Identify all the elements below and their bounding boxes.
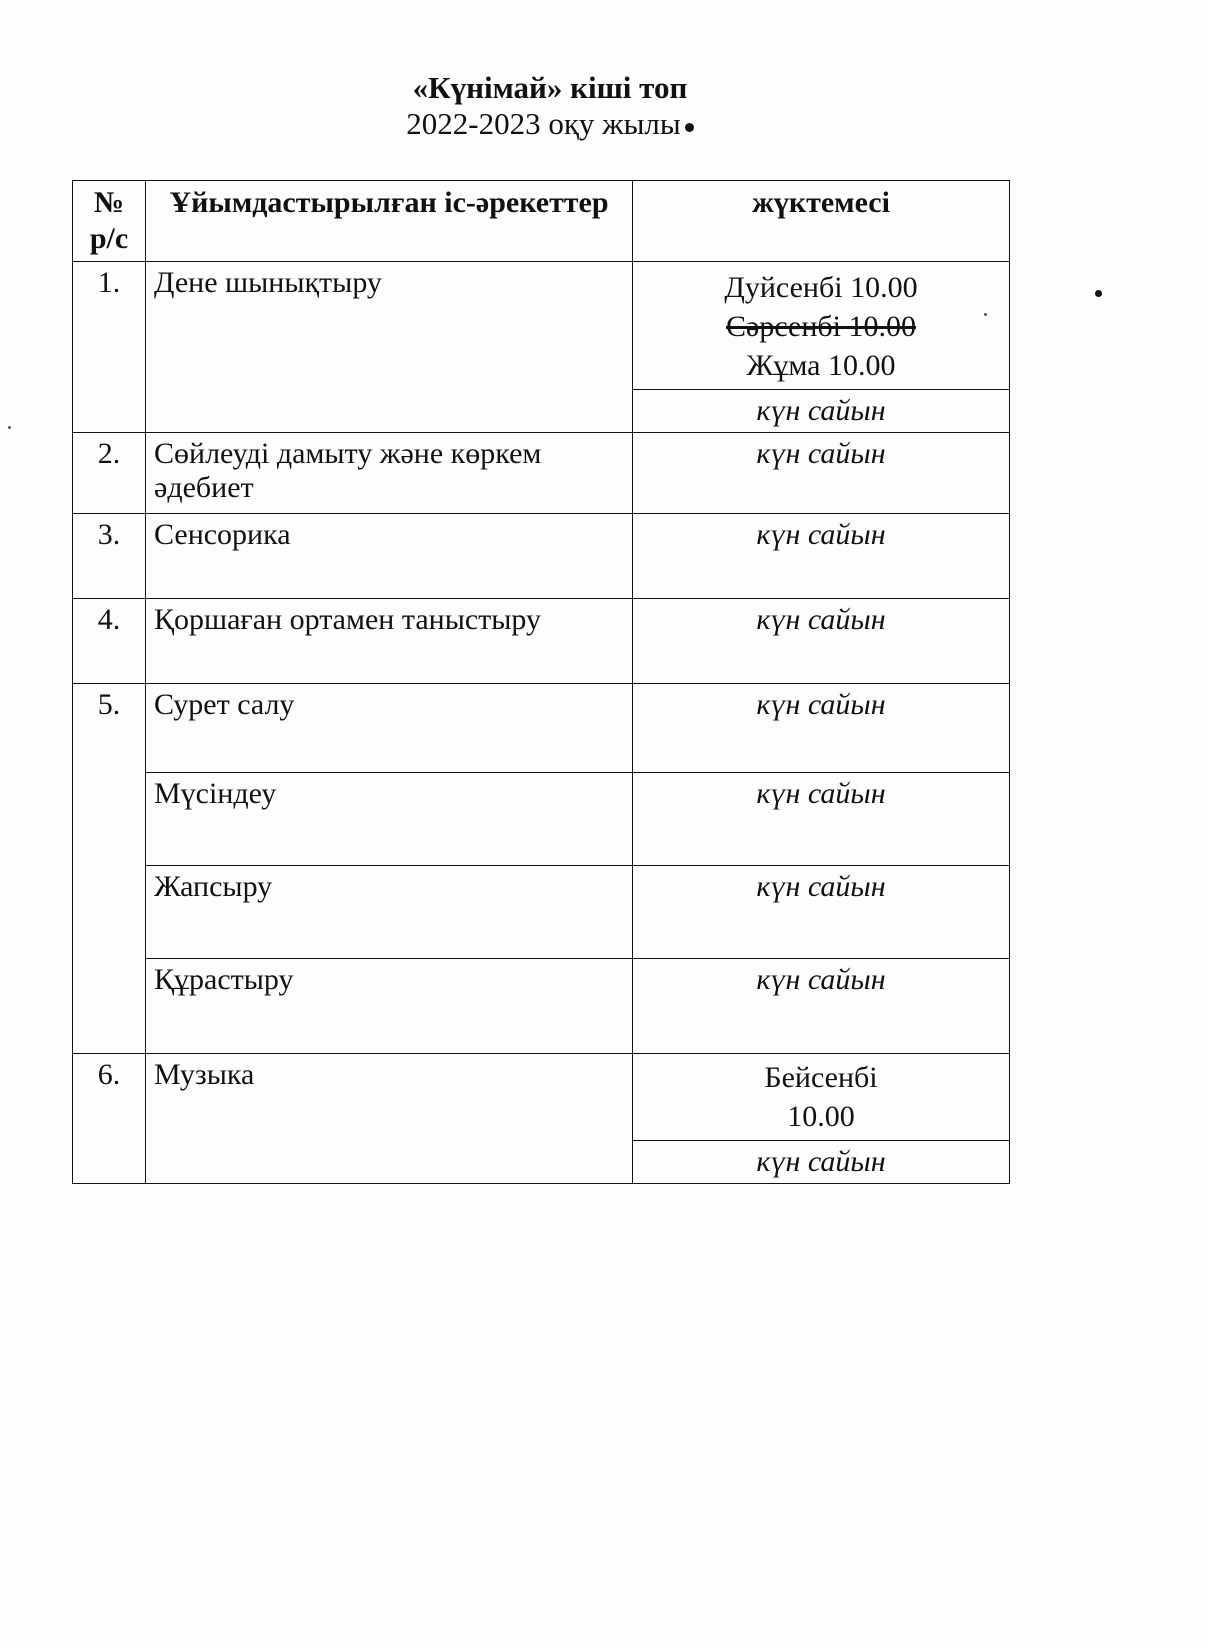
daily-label: күн сайын	[633, 514, 1010, 599]
ink-speck	[984, 313, 987, 316]
table-row	[73, 866, 1010, 959]
schedule-cell	[633, 262, 1010, 390]
table-row	[73, 959, 1010, 1054]
activity-name: Сөйлеуді дамыту және көркем әдебиет	[146, 433, 633, 514]
row-number: 5.	[73, 684, 146, 1054]
activity-name: Дене шынықтыру	[146, 262, 633, 433]
table-row	[73, 262, 1010, 390]
row-number: 1.	[73, 262, 146, 433]
row-number: 4.	[73, 599, 146, 684]
table-row	[73, 773, 1010, 866]
row-number: 2.	[73, 433, 146, 514]
table-header-row	[73, 181, 1010, 262]
schedule-day-struck: Сәрсенбі 10.00	[726, 310, 916, 343]
ink-dot	[685, 123, 694, 132]
row-number: 6.	[73, 1054, 146, 1184]
table-row	[73, 514, 1010, 599]
schedule-day: Дуйсенбі 10.00	[724, 271, 918, 304]
daily-label: күн сайын	[633, 684, 1010, 773]
schedule-time: 10.00	[787, 1100, 855, 1133]
table-row	[73, 1054, 1010, 1141]
activity-name: Музыка	[146, 1054, 633, 1184]
row-number: 3.	[73, 514, 146, 599]
schedule-day: Жұма 10.00	[746, 349, 896, 382]
document-title: «Күнімай» кіші топ	[412, 70, 688, 105]
daily-label: күн сайын	[633, 1141, 1010, 1184]
activity-name: Қоршаған ортамен таныстыру	[146, 599, 633, 684]
column-header-number: № р/с	[73, 181, 146, 262]
table-row	[73, 684, 1010, 773]
ink-speck	[8, 426, 11, 429]
document-subtitle	[0, 106, 1100, 142]
column-header-load: жүктемесі	[633, 181, 1010, 262]
activity-name: Сенсорика	[146, 514, 633, 599]
daily-label: күн сайын	[633, 866, 1010, 959]
daily-label: күн сайын	[633, 599, 1010, 684]
activity-name: Құрастыру	[146, 959, 633, 1054]
activity-name: Жапсыру	[146, 866, 633, 959]
daily-label: күн сайын	[633, 433, 1010, 514]
schedule-day: Бейсенбі	[764, 1061, 878, 1094]
daily-label: күн сайын	[633, 390, 1010, 433]
subtitle-text: 2022-2023 оқу жылы	[406, 106, 681, 141]
table-row	[73, 599, 1010, 684]
schedule-table	[72, 180, 1010, 1184]
schedule-cell	[633, 1054, 1010, 1141]
daily-label: күн сайын	[633, 773, 1010, 866]
ink-dot	[1095, 290, 1102, 297]
table-row	[73, 433, 1010, 514]
column-header-activities: Ұйымдастырылған іс-әрекеттер	[146, 181, 633, 262]
activity-name: Мүсіндеу	[146, 773, 633, 866]
document-header	[0, 70, 1100, 142]
activity-name: Сурет салу	[146, 684, 633, 773]
daily-label: күн сайын	[633, 959, 1010, 1054]
